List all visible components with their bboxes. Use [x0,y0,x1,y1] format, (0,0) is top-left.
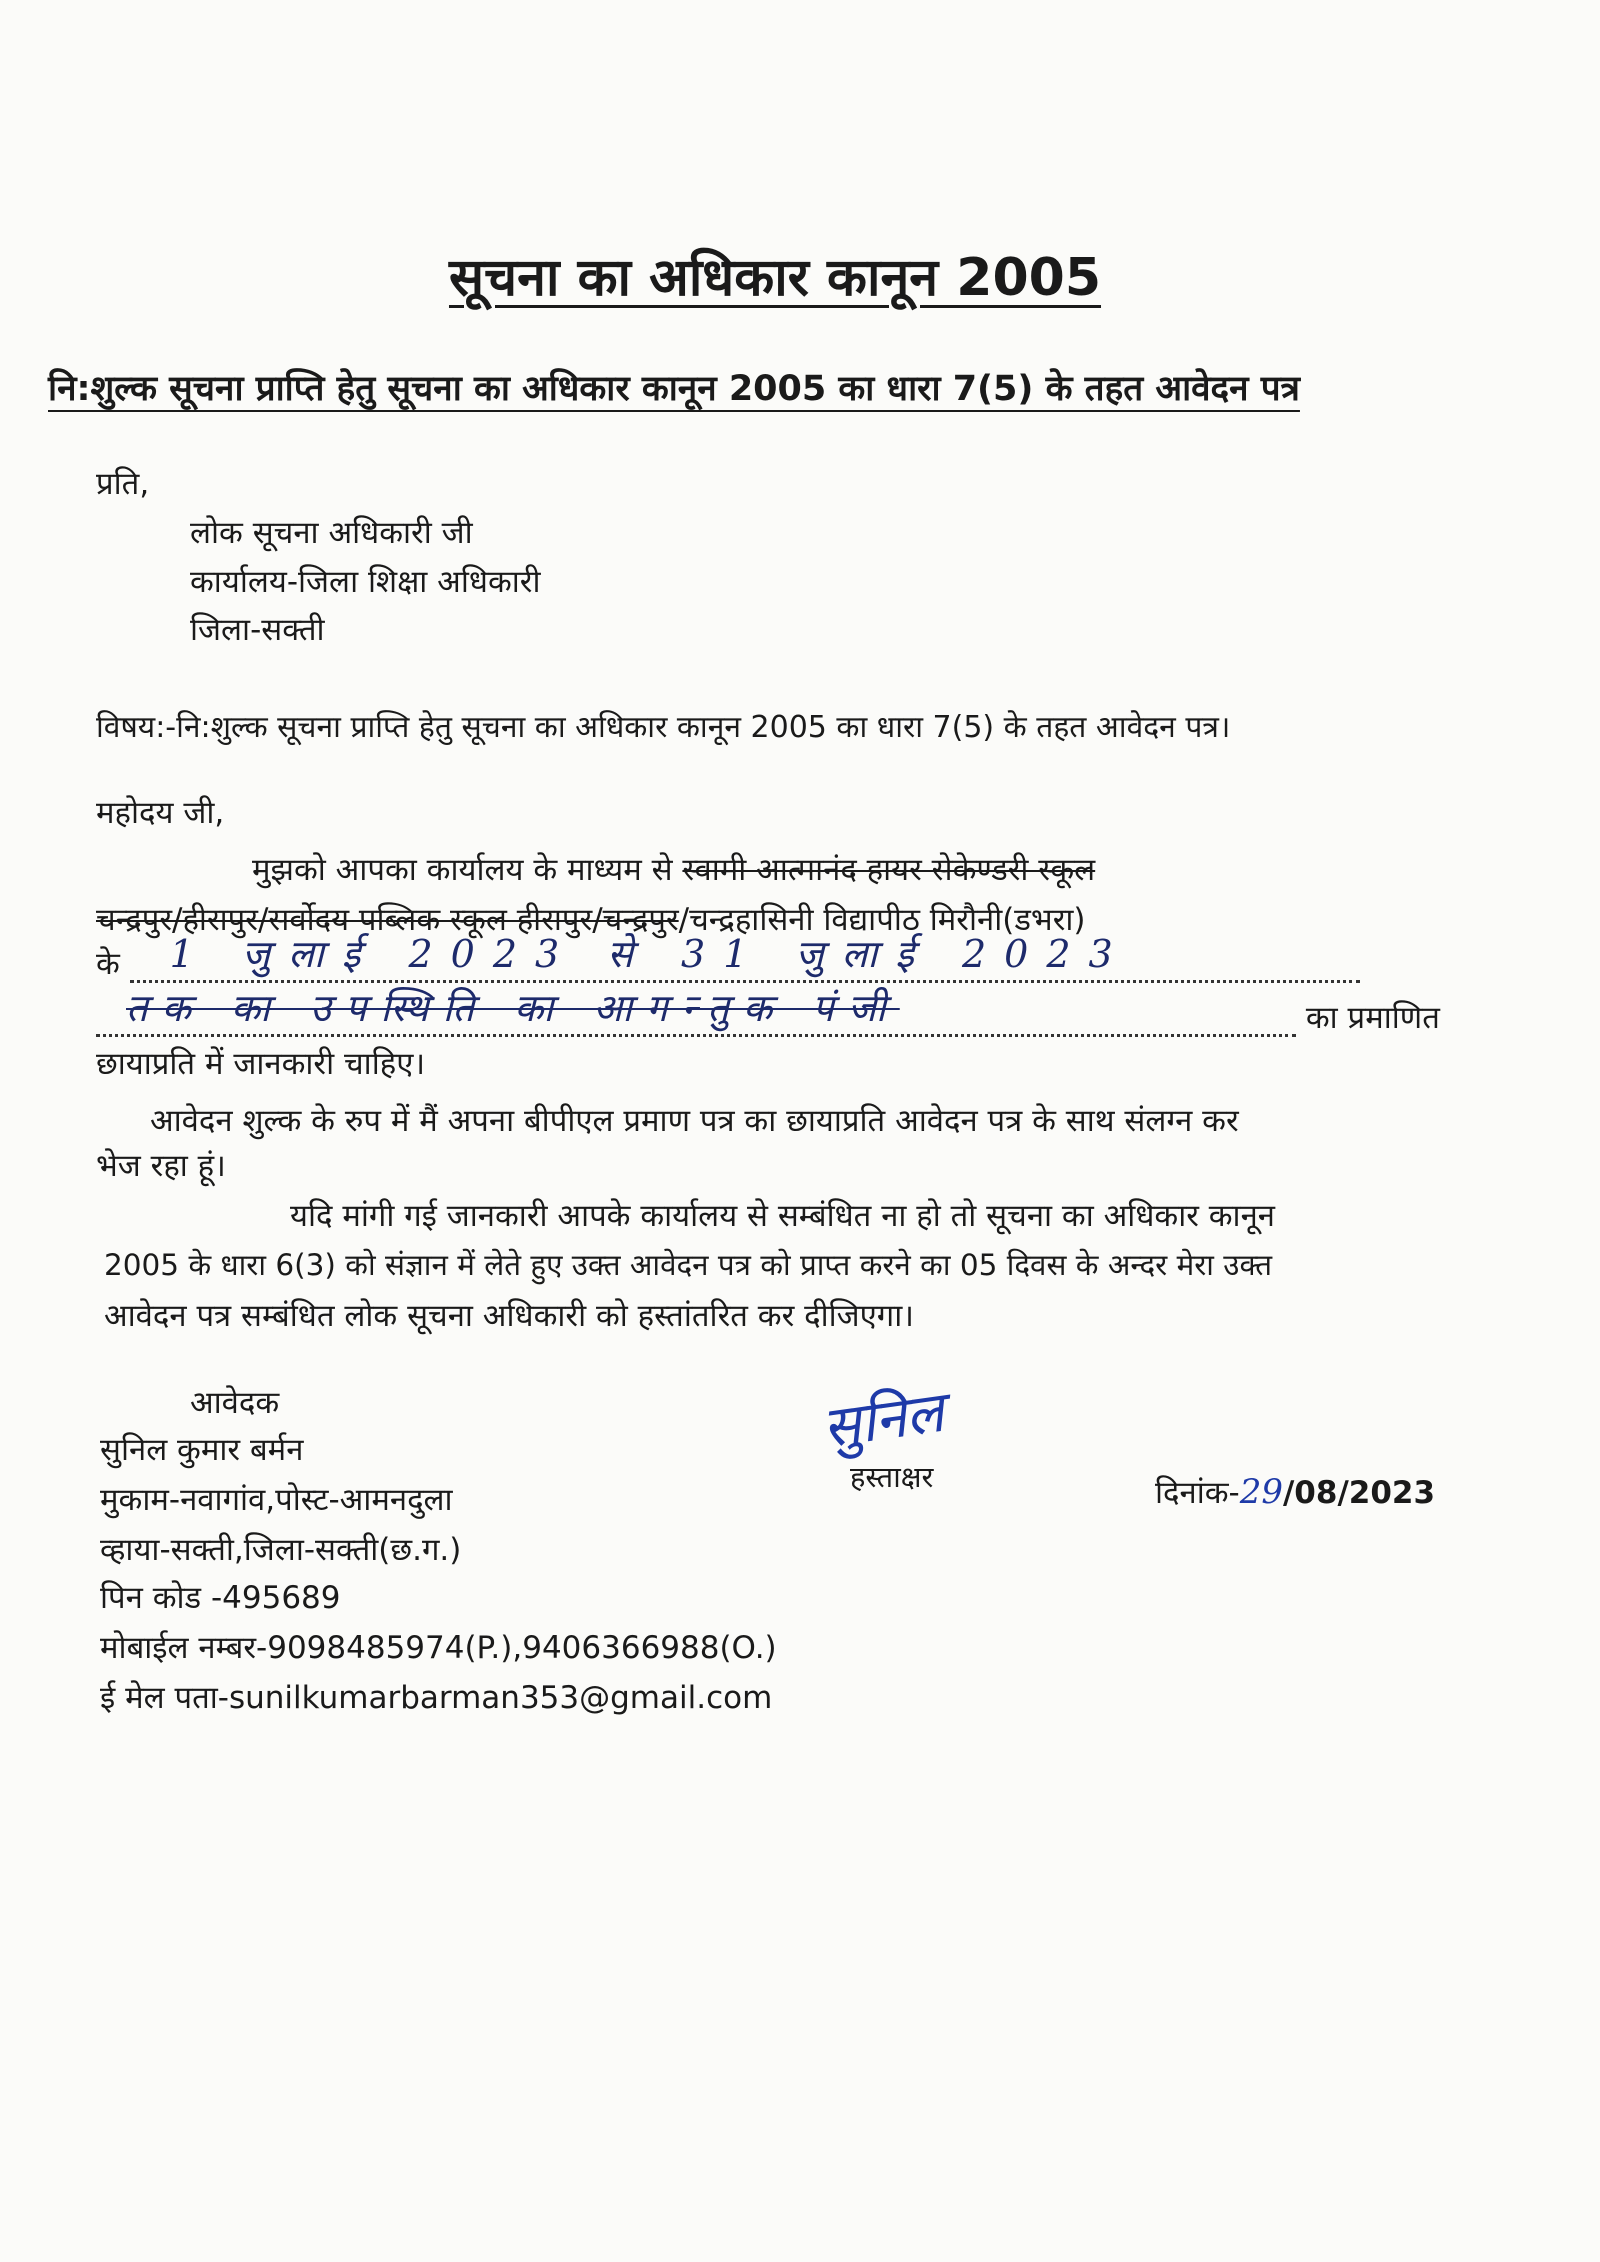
para1-line1 [252,852,1095,889]
para3-line3: आवेदन पत्र सम्बंधित लोक सूचना अधिकारी को हस्तांतरित कर दीजिएगा। [104,1298,915,1334]
para1-line4 [96,986,1440,1037]
para1-intro: मुझको आपका कार्यालय के माध्यम से [252,852,673,888]
page-subtitle: नि:शुल्क सूचना प्राप्ति हेतु सूचना का अधिकार कानून 2005 का धारा 7(5) के तहत आवेदन पत्र [48,369,1300,409]
para1-line3 [96,932,1360,983]
struck-school-1: स्वामी आत्मानंद हायर सेकेण्डरी स्कूल [682,852,1096,888]
address-line-3: जिला-सक्ती [190,612,325,648]
applicant-name: सुनिल कुमार बर्मन [100,1432,304,1468]
school-name: /चन्द्रहासिनी विद्यापीठ मिरौनी(डभरा) [678,902,1086,938]
date-rest: /08/2023 [1282,1475,1436,1511]
applicant-address-1: मुकाम-नवागांव,पोस्ट-आमनदुला [100,1482,453,1518]
handwritten-record-name: तक का उपस्थिति का आगन्तुक पंजी [126,986,900,1031]
handwritten-field-2 [96,986,1296,1037]
page-title: सूचना का अधिकार कानून 2005 [448,248,1102,308]
signature-label: हस्ताक्षर [850,1460,934,1494]
applicant-pin: पिन कोड -495689 [100,1580,341,1616]
para3-line1: यदि मांगी गई जानकारी आपके कार्यालय से सम्बंधित ना हो तो सूचना का अधिकार कानून [290,1198,1275,1234]
applicant-address-2: व्हाया-सक्ती,जिला-सक्ती(छ.ग.) [100,1532,462,1568]
applicant-email: ई मेल पता-sunilkumarbarman353@gmail.com [100,1680,773,1716]
para3-line2: 2005 के धारा 6(3) को संज्ञान में लेते हुए उक्त आवेदन पत्र को प्राप्त करने का 05 दिवस के अन्दर मेरा उक्त [104,1248,1273,1282]
address-prati: प्रति, [96,466,150,502]
date-line [1155,1472,1435,1513]
salutation: महोदय जी, [96,795,225,831]
date-day-handwritten: 29 [1239,1472,1283,1512]
para1-ke: के [96,946,120,982]
applicant-label: आवेदक [190,1385,280,1421]
para1-ka-pramanit: का प्रमाणित [1305,1000,1440,1036]
handwritten-date-range: 1 जुलाई 2023 से 31 जुलाई 2023 [169,932,1131,977]
para1-end: छायाप्रति में जानकारी चाहिए। [96,1046,426,1082]
subject-line: विषय:-नि:शुल्क सूचना प्राप्ति हेतु सूचना का अधिकार कानून 2005 का धारा 7(5) के तहत आवेदन पत्र। [96,710,1231,745]
address-line-1: लोक सूचना अधिकारी जी [190,515,473,551]
handwritten-field-1 [130,932,1360,983]
para2-line2: भेज रहा हूं। [96,1148,226,1184]
date-prefix: दिनांक- [1155,1475,1240,1511]
applicant-mobile: मोबाईल नम्बर-9098485974(P.),9406366988(O.) [100,1630,777,1666]
signature-handwritten: सुनिल [818,1379,948,1462]
struck-school-2: चन्द्रपुर/हीरापुर/सर्वोदय पब्लिक स्कूल हीरापुर/चन्द्रपुर [96,902,679,938]
para2-line1: आवेदन शुल्क के रुप में मैं अपना बीपीएल प्रमाण पत्र का छायाप्रति आवेदन पत्र के साथ संलग्न कर [150,1103,1239,1139]
address-line-2: कार्यालय-जिला शिक्षा अधिकारी [190,564,541,600]
